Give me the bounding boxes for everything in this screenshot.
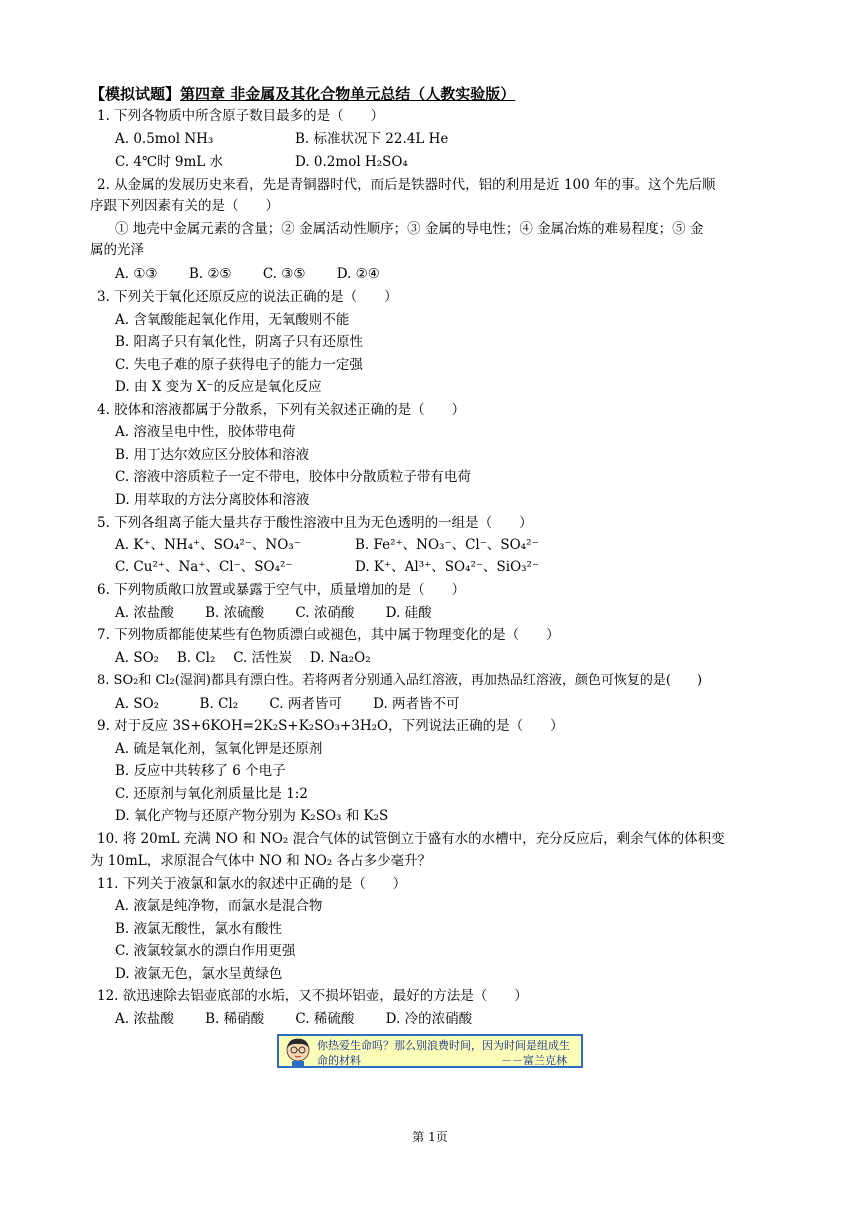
q7-options: A. SO₂ B. Cl₂ C. 活性炭 D. Na₂O₂ — [115, 650, 371, 666]
q3-option-d: D. 由 X 变为 X⁻的反应是氧化反应 — [115, 379, 322, 395]
q1-option-c: C. 4℃时 9mL 水 — [115, 154, 224, 170]
q9-option-b: B. 反应中共转移了 6 个电子 — [115, 763, 286, 779]
q2-stem-line2: 序跟下列因素有关的是（ ） — [90, 198, 279, 214]
q5-option-c: C. Cu²⁺、Na⁺、Cl⁻、SO₄²⁻ — [115, 559, 293, 575]
q2-stem-line1: 2. 从金属的发展历史来看，先是青铜器时代，而后是铁器时代，铝的利用是近 100 年的事。这个先后顺 — [97, 177, 716, 193]
q11-stem: 11. 下列关于液氯和氯水的叙述中正确的是（ ） — [97, 876, 407, 892]
q6-stem: 6. 下列物质敞口放置或暴露于空气中，质量增加的是（ ） — [97, 582, 466, 598]
q12-options: A. 浓盐酸 B. 稀硝酸 C. 稀硫酸 D. 冷的浓硝酸 — [115, 1011, 473, 1027]
q1-stem: 1. 下列各物质中所含原子数目最多的是（ ） — [97, 108, 385, 124]
q3-option-c: C. 失电子难的原子获得电子的能力一定强 — [115, 357, 363, 373]
q5-stem: 5. 下列各组离子能大量共存于酸性溶液中且为无色透明的一组是（ ） — [97, 515, 533, 531]
q6-options: A. 浓盐酸 B. 浓硫酸 C. 浓硝酸 D. 硅酸 — [115, 605, 432, 621]
q3-stem: 3. 下列关于氧化还原反应的说法正确的是（ ） — [97, 289, 398, 305]
q5-option-d: D. K⁺、Al³⁺、SO₄²⁻、SiO₃²⁻ — [355, 559, 540, 575]
q4-option-d: D. 用萃取的方法分离胶体和溶液 — [115, 492, 310, 508]
page-number: 第 1页 — [412, 1130, 448, 1144]
q12-stem: 12. 欲迅速除去铝壶底部的水垢，又不损坏铝壶，最好的方法是（ ） — [97, 988, 528, 1004]
q11-option-b: B. 液氯无酸性，氯水有酸性 — [115, 921, 283, 937]
q3-option-a: A. 含氧酸能起氧化作用，无氧酸则不能 — [115, 312, 350, 328]
q7-stem: 7. 下列物质都能使某些有色物质漂白或褪色，其中属于物理变化的是（ ） — [97, 627, 560, 643]
q10-stem-line2: 为 10mL，求原混合气体中 NO 和 NO₂ 各占多少毫升？ — [90, 853, 432, 869]
q4-stem: 4. 胶体和溶液都属于分散系，下列有关叙述正确的是（ ） — [97, 402, 466, 418]
title-text: 第四章 非金属及其化合物单元总结（人教实验版） — [180, 85, 516, 103]
q11-option-c: C. 液氯较氯水的漂白作用更强 — [115, 943, 296, 959]
q1-option-b: B. 标准状况下 22.4L He — [295, 131, 449, 147]
q8-options: A. SO₂ B. Cl₂ C. 两者皆可 D. 两者皆不可 — [115, 696, 460, 712]
title-bracket-label: 【模拟试题】 — [90, 85, 181, 103]
q2-info-line2: 属的光泽 — [90, 242, 144, 258]
q1-option-d: D. 0.2mol H₂SO₄ — [295, 154, 408, 170]
quote-line-1: 你热爱生命吗？那么别浪费时间，因为时间是组成生 — [317, 1039, 570, 1052]
q9-stem: 9. 对于反应 3S+6KOH=2K₂S+K₂SO₃+3H₂O，下列说法正确的是（ ） — [97, 718, 564, 734]
q9-option-c: C. 还原剂与氧化剂质量比是 1:2 — [115, 786, 308, 802]
q9-option-a: A. 硫是氧化剂，氢氧化钾是还原剂 — [115, 741, 323, 757]
q5-option-b: B. Fe²⁺、NO₃⁻、Cl⁻、SO₄²⁻ — [355, 537, 539, 553]
cartoon-boy-icon — [285, 1037, 311, 1067]
q9-option-d: D. 氧化产物与还原产物分别为 K₂SO₃ 和 K₂S — [115, 808, 389, 824]
quote-line-2: 命的材料 — [317, 1054, 361, 1067]
q4-option-a: A. 溶液呈电中性，胶体带电荷 — [115, 424, 296, 440]
q2-options: A. ①③ B. ②⑤ C. ③⑤ D. ②④ — [115, 266, 380, 282]
q3-option-b: B. 阳离子只有氧化性，阴离子只有还原性 — [115, 334, 364, 350]
quote-banner — [277, 1034, 583, 1068]
q11-option-d: D. 液氯无色，氯水呈黄绿色 — [115, 966, 283, 982]
q5-option-a: A. K⁺、NH₄⁺、SO₄²⁻、NO₃⁻ — [115, 537, 301, 553]
q4-option-c: C. 溶液中溶质粒子一定不带电，胶体中分散质粒子带有电荷 — [115, 469, 471, 485]
q4-option-b: B. 用丁达尔效应区分胶体和溶液 — [115, 447, 310, 463]
q1-option-a: A. 0.5mol NH₃ — [115, 131, 214, 147]
quote-author: －－富兰克林 — [501, 1054, 567, 1067]
q11-option-a: A. 液氯是纯净物，而氯水是混合物 — [115, 898, 323, 914]
q8-stem: 8. SO₂和 Cl₂(湿润)都具有漂白性。若将两者分别通入品红溶液，再加热品红溶液，颜色可恢复的是( ) — [97, 673, 703, 688]
q2-info-line1: ① 地壳中金属元素的含量；② 金属活动性顺序；③ 金属的导电性；④ 金属冶炼的难易程度；⑤ 金 — [115, 221, 704, 237]
page-title — [90, 83, 515, 104]
q10-stem-line1: 10. 将 20mL 充满 NO 和 NO₂ 混合气体的试管倒立于盛有水的水槽中，充分反应后，剩余气体的体积变 — [97, 831, 725, 847]
